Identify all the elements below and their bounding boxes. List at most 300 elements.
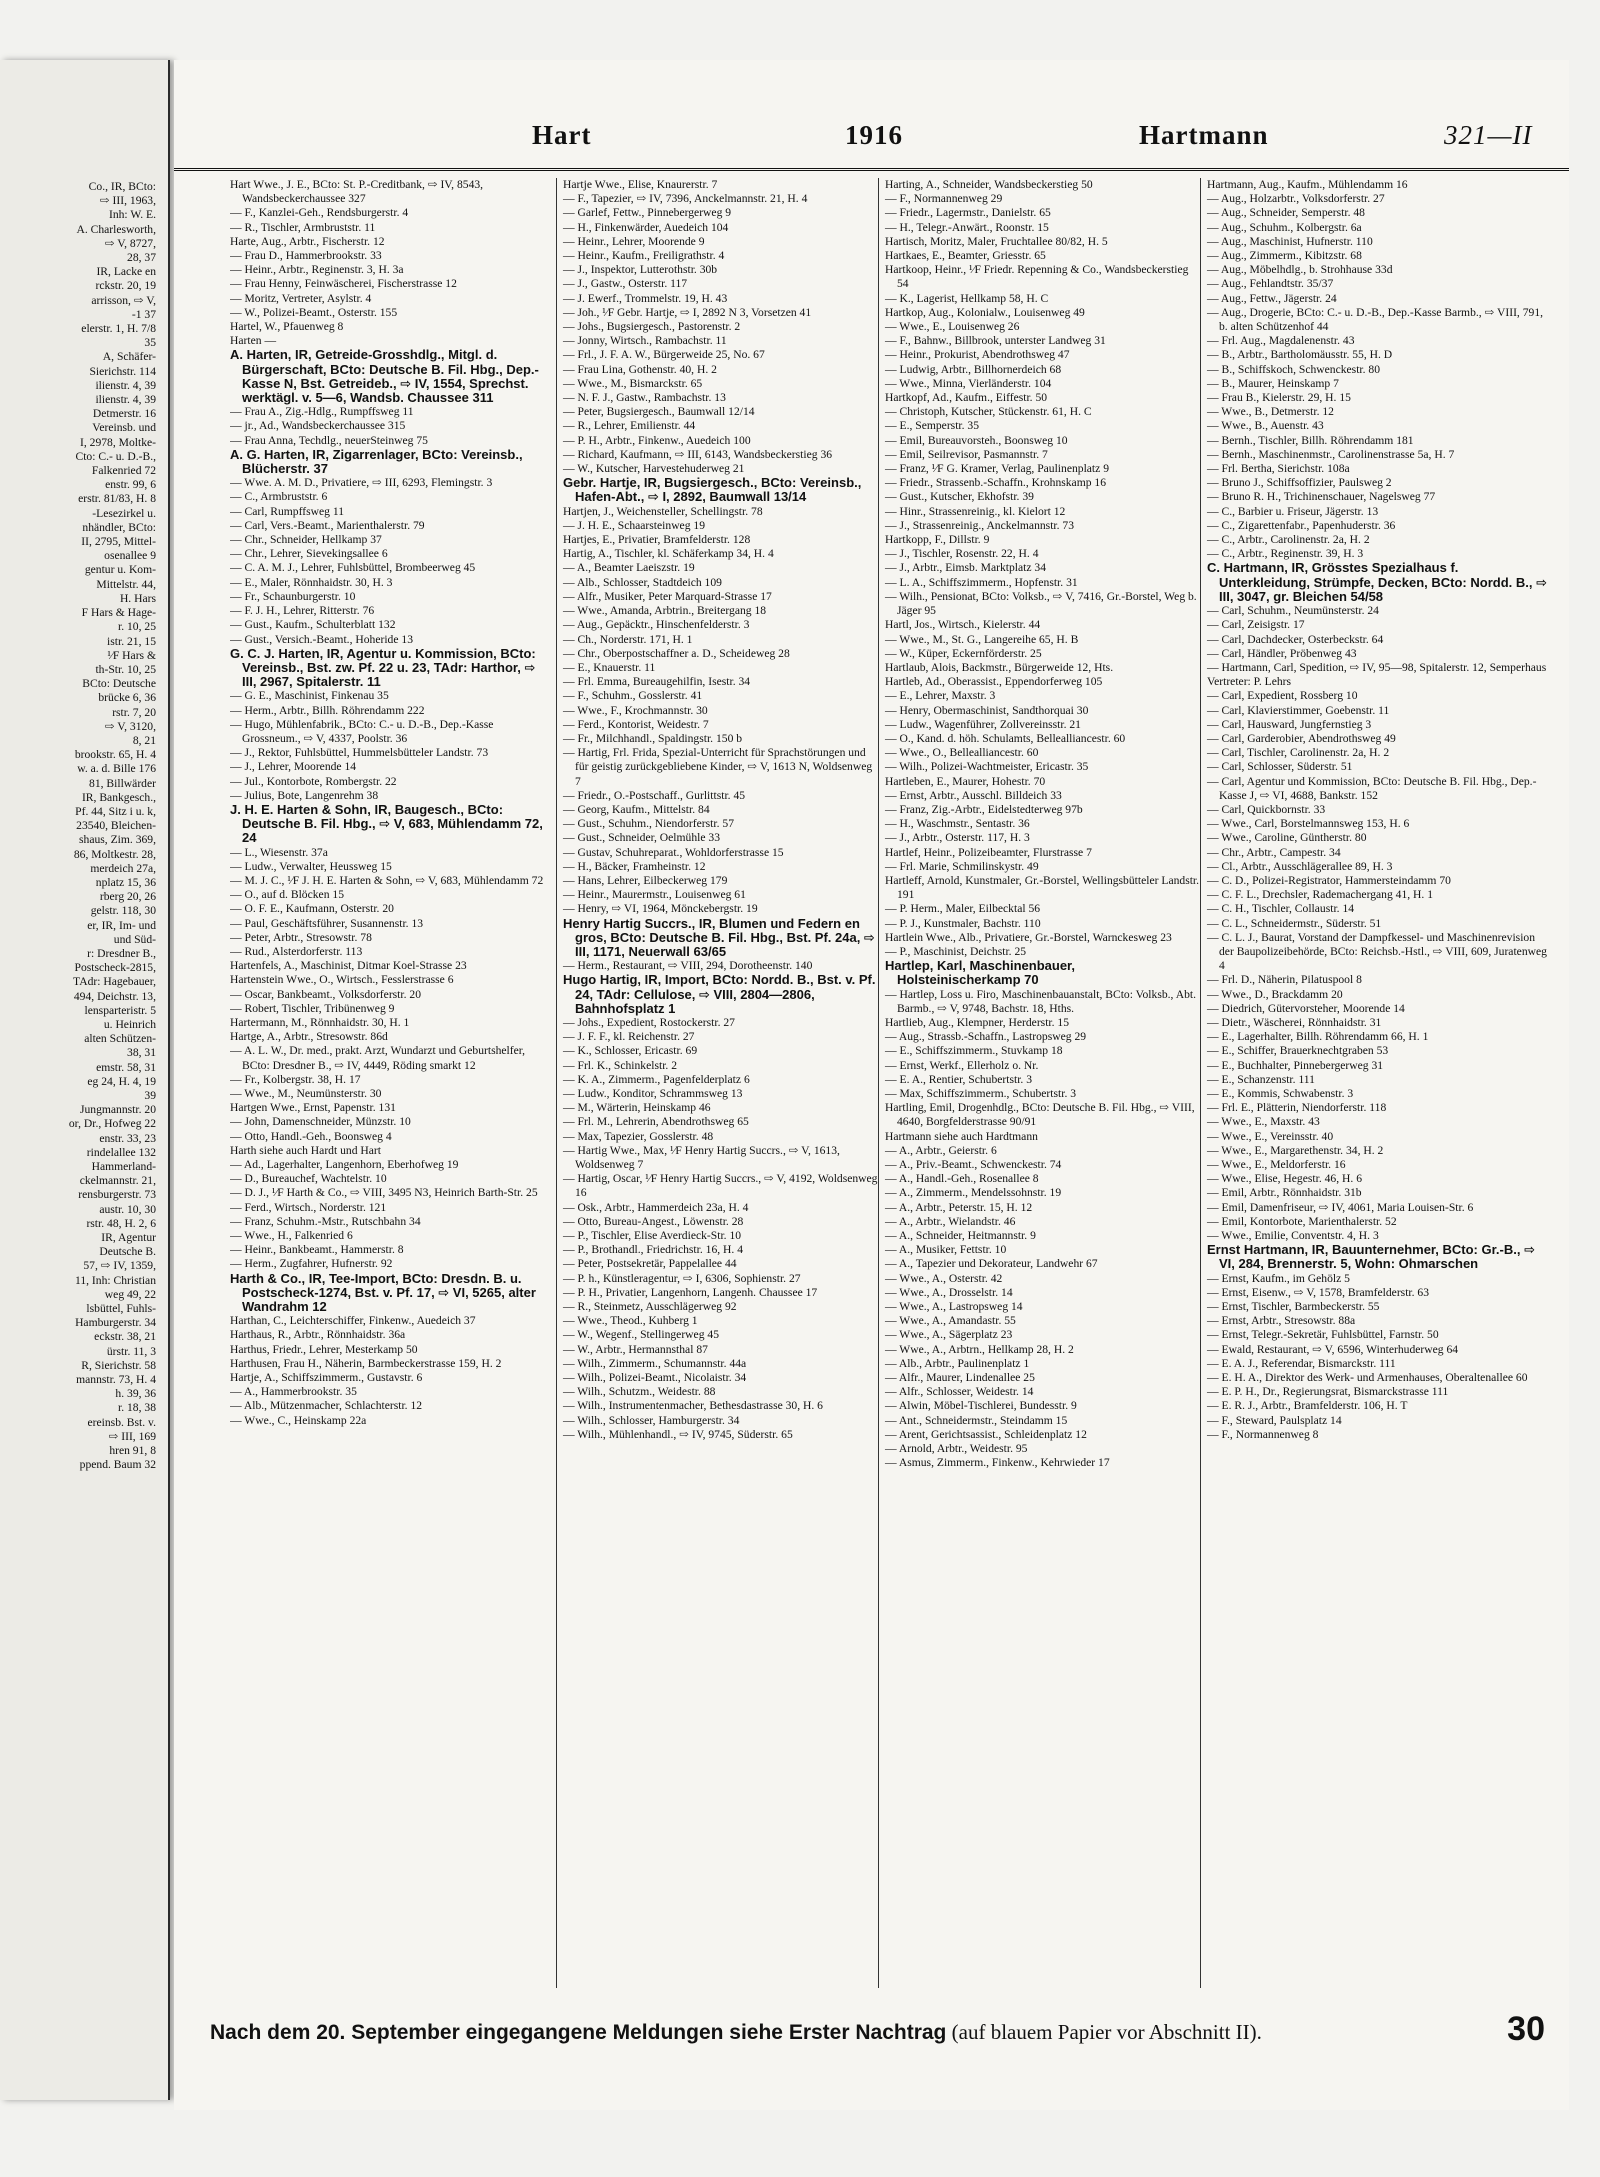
footer-note <box>210 2020 1262 2045</box>
previous-page-fragment: Jungmannstr. 20 <box>79 1103 156 1117</box>
directory-entry: — M., Wärterin, Heinskamp 46 <box>563 1101 711 1115</box>
directory-entry: — Wilh., Polizei-Beamt., Nicolaistr. 34 <box>563 1371 747 1385</box>
previous-page-fragment: Co., IR, BCto: <box>88 180 156 193</box>
directory-entry: — Carl, Klavierstimmer, Goebenstr. 11 <box>1207 703 1390 717</box>
directory-entry: — Wwe., E., Margarethenstr. 34, H. 2 <box>1207 1143 1384 1157</box>
directory-entry: Hartje Wwe., Elise, Knaurerstr. 7 <box>563 178 718 191</box>
directory-entry: — Moritz, Vertreter, Asylstr. 4 <box>230 291 372 305</box>
previous-page-fragment: brookstr. 65, H. 4 <box>74 748 156 762</box>
previous-page-fragment: ⇨ III, 169 <box>108 1429 156 1443</box>
directory-entry: Hartlaub, Alois, Backmstr., Bürgerweide 12, Hts. <box>885 660 1114 674</box>
directory-entry: Hartkopp, F., Dillstr. 9 <box>885 533 990 547</box>
directory-entry: — A., Zimmerm., Mendelssohnstr. 19 <box>885 1186 1062 1200</box>
directory-entry: — Cl., Arbtr., Ausschlägerallee 89, H. 3 <box>1207 859 1393 873</box>
directory-entry: Hartl, Jos., Wirtsch., Kielerstr. 44 <box>885 618 1041 632</box>
directory-entry: — Paul, Geschäftsführer, Susannenstr. 13 <box>230 916 424 930</box>
directory-entry: — Frau Lina, Gothenstr. 40, H. 2 <box>563 362 717 376</box>
directory-entry: — Frau B., Kielerstr. 29, H. 15 <box>1207 391 1351 405</box>
directory-entry: — Bruno R. H., Trichinenschauer, Nagelsweg 77 <box>1207 490 1436 504</box>
directory-entry: — Chr., Lehrer, Sievekingsallee 6 <box>230 547 388 561</box>
previous-page-fragment: gelstr. 118, 30 <box>90 904 156 918</box>
directory-entry: — Ch., Norderstr. 171, H. 1 <box>563 632 693 646</box>
directory-entry: — Hugo, Mühlenfabrik., BCto: C.- u. D.-B., Dep.-Kasse Grossneum., ⇨ V, 4337, Poolstr. 36 <box>230 717 494 745</box>
previous-page-fragment: 23540, Bleichen- <box>76 819 156 833</box>
directory-entry: — Frau D., Hammerbrookstr. 33 <box>230 249 382 263</box>
directory-entry: — Frl., J. F. A. W., Bürgerweide 25, No. 67 <box>563 348 765 362</box>
directory-entry: — Henry, ⇨ VI, 1964, Mönckebergstr. 19 <box>563 902 758 916</box>
directory-entry: — Franz, Schuhm.-Mstr., Rutschbahn 34 <box>230 1214 421 1228</box>
previous-page-fragment: 81, Billwärder <box>89 776 156 790</box>
directory-entry: — Carl, Tischler, Carolinenstr. 2a, H. 2 <box>1207 746 1390 760</box>
previous-page-edge <box>0 60 170 2100</box>
directory-entry: — P. h., Künstleragentur, ⇨ I, 6306, Sophienstr. 27 <box>563 1271 801 1285</box>
previous-page-fragment: alten Schützen- <box>84 1032 156 1046</box>
directory-entry: — H., Finkenwärder, Auedeich 104 <box>563 220 729 234</box>
directory-entry: — Gust., Kutscher, Ekhofstr. 39 <box>885 490 1034 504</box>
directory-entry: — Wwe., A., Lastropsweg 14 <box>885 1300 1023 1314</box>
directory-entry: — Carl, Rumpffsweg 11 <box>230 504 344 518</box>
directory-column-2 <box>556 178 885 1988</box>
previous-page-fragment: ürstr. 11, 3 <box>106 1344 156 1358</box>
directory-entry: — Emil, Kontorbote, Marienthalerstr. 52 <box>1207 1214 1397 1228</box>
directory-entry: — Wwe., O., Bellealliancestr. 60 <box>885 746 1039 760</box>
previous-page-fragment: BCto: Deutsche <box>82 677 156 691</box>
previous-page-fragment: IR, Agentur <box>101 1231 156 1245</box>
directory-entry: Hartjen, J., Weichensteller, Schellingstr. 78 <box>563 504 763 518</box>
directory-entry: — Wwe., M., Neumünsterstr. 30 <box>230 1087 382 1100</box>
previous-page-fragment: rindelallee 132 <box>86 1145 156 1159</box>
previous-page-fragment: ereinsb. Bst. v. <box>87 1415 156 1429</box>
directory-entry: Hartisch, Moritz, Maler, Fruchtallee 80/82, H. 5 <box>885 234 1108 248</box>
directory-entry: — J., Strassenreinig., Anckelmannstr. 73 <box>885 518 1075 532</box>
previous-page-fragment: Cto: C.- u. D.-B., <box>75 449 156 463</box>
previous-page-fragment: Hamburgerstr. 34 <box>75 1316 156 1330</box>
directory-entry: — Wwe., E., Louisenweg 26 <box>885 320 1020 334</box>
directory-entry: — E. H. A., Direktor des Werk- und Armenhauses, Oberaltenallee 60 <box>1207 1371 1528 1385</box>
previous-page-fragment: nplatz 15, 36 <box>95 875 156 889</box>
directory-entry: — O., Kand. d. höh. Schulamts, Bellealliancestr. 60 <box>885 731 1126 745</box>
directory-entry: — F., Schuhm., Gosslerstr. 41 <box>563 689 703 703</box>
directory-entry: — Chr., Oberpostschaffner a. D., Scheideweg 28 <box>563 646 790 660</box>
directory-entry: — Frl. Bertha, Sierichstr. 108a <box>1207 462 1350 476</box>
directory-entry: — Aug., Maschinist, Hufnerstr. 110 <box>1207 234 1373 248</box>
directory-column-4 <box>1200 178 1553 1988</box>
directory-entry: — F., Normannenweg 8 <box>1207 1427 1319 1441</box>
directory-entry: — Carl, Hausward, Jungfernstieg 3 <box>1207 717 1372 731</box>
directory-entry: — D., Bureauchef, Wachtelstr. 10 <box>230 1172 387 1186</box>
directory-entry: — Wwe., A., Arbtrn., Hellkamp 28, H. 2 <box>885 1342 1074 1356</box>
previous-page-fragment: mannstr. 73, H. 4 <box>76 1373 156 1387</box>
previous-page-fragment: lensparteristr. 5 <box>84 1003 156 1017</box>
previous-page-fragment: 35 <box>144 336 156 350</box>
previous-page-fragment: 86, Moltkestr. 28, <box>73 847 156 861</box>
directory-entry: — Hinr., Strassenreinig., kl. Kielort 12 <box>885 504 1066 518</box>
previous-page-fragment: eckstr. 38, 21 <box>94 1330 156 1344</box>
directory-entry: — Frl. D., Näherin, Pilatuspool 8 <box>1207 973 1362 987</box>
directory-entry: — Herm., Arbtr., Billh. Röhrendamm 222 <box>230 703 425 717</box>
directory-entry: Hartjes, E., Privatier, Bramfelderstr. 128 <box>563 533 751 547</box>
previous-page-fragment: osenallee 9 <box>104 549 156 563</box>
directory-entry: — F., Tapezier, ⇨ IV, 7396, Anckelmannstr. 21, H. 4 <box>563 192 808 206</box>
directory-entry: Harthaus, R., Arbtr., Rönnhaidstr. 36a <box>230 1328 406 1342</box>
directory-entry: — K. A., Zimmerm., Pagenfelderplatz 6 <box>563 1072 750 1086</box>
directory-entry: Harting, A., Schneider, Wandsbeckerstieg 50 <box>885 178 1093 191</box>
directory-entry: — Alb., Schlosser, Stadtdeich 109 <box>563 575 722 589</box>
directory-entry: — Aug., Strassb.-Schaffn., Lastropsweg 29 <box>885 1030 1087 1044</box>
directory-entry: — O. F. E., Kaufmann, Osterstr. 20 <box>230 902 394 916</box>
directory-entry: — Alb., Mützenmacher, Schlachterstr. 12 <box>230 1399 423 1413</box>
directory-entry: — J. Ewerf., Trommelstr. 19, H. 43 <box>563 291 728 305</box>
directory-entry: — Heinr., Arbtr., Reginenstr. 3, H. 3a <box>230 263 404 277</box>
previous-page-fragment: IR, Bankgesch., <box>81 790 156 804</box>
directory-entry: — E., Knauerstr. 11 <box>563 660 656 674</box>
previous-page-fragment: austr. 10, 30 <box>99 1202 156 1216</box>
directory-entry: — L. A., Schiffszimmerm., Hopfenstr. 31 <box>885 575 1078 589</box>
directory-entry: — Ludw., Verwalter, Heussweg 15 <box>230 859 392 873</box>
directory-entry: — Peter, Postsekretär, Pappelallee 44 <box>563 1257 737 1271</box>
directory-entry: — Johs., Bugsiergesch., Pastorenstr. 2 <box>563 320 741 334</box>
directory-entry: — C., Armbruststr. 6 <box>230 490 328 504</box>
directory-entry: — A., Schneider, Heitmannstr. 9 <box>885 1229 1036 1243</box>
directory-entry: — Otto, Bureau-Angest., Löwenstr. 28 <box>563 1214 744 1228</box>
directory-entry: — Arent, Gerichtsassist., Schleidenplatz 12 <box>885 1427 1087 1441</box>
directory-entry: — R., Steinmetz, Ausschlägerweg 92 <box>563 1300 737 1314</box>
directory-entry: — Dietr., Wäscherei, Rönnhaidstr. 31 <box>1207 1015 1382 1029</box>
directory-entry: — J. F. F., kl. Reichenstr. 27 <box>563 1030 695 1044</box>
directory-entry: — Aug., Holzarbtr., Volksdorferstr. 27 <box>1207 192 1385 206</box>
directory-column-3 <box>878 178 1207 1988</box>
directory-entry: Hartje, A., Schiffszimmerm., Gustavstr. 6 <box>230 1371 423 1385</box>
directory-entry: Ernst Hartmann, IR, Bauunternehmer, BCto: Gr.-B., ⇨ VI, 284, Brennerstr. 5, Wohn: Ohmarschen <box>1207 1242 1535 1272</box>
directory-entry: — Carl, Vers.-Beamt., Marienthalerstr. 79 <box>230 518 425 532</box>
directory-entry: — C. L. J., Baurat, Vorstand der Dampfkessel- und Maschinenrevision der Baupolizeibehörde, BCto: Reichsb.-Hstl., ⇨ VIII, 609, Juratenweg 4 <box>1207 930 1547 973</box>
directory-entry: — Wwe., A., Osterstr. 42 <box>885 1271 1003 1285</box>
previous-page-fragment: 11, Inh: Christian <box>74 1273 156 1287</box>
directory-entry: — Heinr., Kaufm., Freiligrathstr. 4 <box>563 249 725 263</box>
directory-entry: Harth siehe auch Hardt und Hart <box>230 1143 381 1157</box>
previous-page-fragment: elerstr. 1, H. 7/8 <box>81 322 156 336</box>
directory-entry: — Wwe., E., Meldorferstr. 16 <box>1207 1158 1346 1172</box>
directory-entry: — Wwe., B., Auenstr. 43 <box>1207 419 1324 433</box>
directory-entry: — Max, Tapezier, Gosslerstr. 48 <box>563 1129 714 1143</box>
header-rule <box>174 168 1569 171</box>
directory-entry: — A., Tapezier und Dekorateur, Landwehr 67 <box>885 1257 1098 1271</box>
directory-entry: — Carl, Quickbornstr. 33 <box>1207 802 1326 816</box>
directory-entry: — Heinr., Prokurist, Abendrothsweg 47 <box>885 348 1070 362</box>
directory-entry: — Gustav, Schuhreparat., Wohldorferstrasse 15 <box>563 845 784 859</box>
directory-entry: — Peter, Arbtr., Stresowstr. 78 <box>230 930 372 944</box>
directory-entry: Hartlef, Heinr., Polizeibeamter, Flurstrasse 7 <box>885 845 1092 859</box>
directory-entry: Hartleb, Ad., Oberassist., Eppendorferweg 105 <box>885 675 1103 689</box>
previous-page-fragment: ⇨ III, 1963, <box>99 194 156 208</box>
directory-entry: — W., Wegenf., Stellingerweg 45 <box>563 1328 719 1342</box>
directory-entry: — Joh., ¹⁄F Gebr. Hartje, ⇨ I, 2892 N 3, Vorsetzen 41 <box>563 305 812 319</box>
directory-entry: — Emil, Bureauvorsteh., Boonsweg 10 <box>885 433 1068 447</box>
previous-page-fragment: F Hars & Hage- <box>81 606 156 620</box>
directory-entry: — Frau Anna, Techdlg., neuerSteinweg 75 <box>230 433 428 447</box>
directory-entry: — M. J. C., ¹⁄F J. H. E. Harten & Sohn, ⇨ V, 683, Mühlendamm 72 <box>230 873 544 887</box>
directory-entry: — Henry, Obermaschinist, Sandthorquai 30 <box>885 703 1089 717</box>
previous-page-fragment: rberg 20, 26 <box>99 890 156 904</box>
directory-entry: — A., Priv.-Beamt., Schwenckestr. 74 <box>885 1158 1062 1172</box>
directory-entry: — Friedr., Lagermstr., Danielstr. 65 <box>885 206 1051 220</box>
directory-entry: — Aug., Schneider, Semperstr. 48 <box>1207 206 1365 220</box>
directory-entry: — Wwe., A., Amandastr. 55 <box>885 1314 1016 1328</box>
directory-entry: — J., Arbtr., Osterstr. 117, H. 3 <box>885 831 1030 845</box>
directory-entry: — Frl. Marie, Schmilinskystr. 49 <box>885 859 1039 873</box>
directory-entry: J. H. E. Harten & Sohn, IR, Baugesch., BCto: Deutsche B. Fil. Hbg., ⇨ V, 683, Mühlendamm 72, 24 <box>230 801 543 846</box>
directory-entry: — Fr., Schaunburgerstr. 10 <box>230 589 356 603</box>
directory-entry: — Aug., Schuhm., Kolbergstr. 6a <box>1207 220 1362 234</box>
directory-entry: — A., Hammerbrookstr. 35 <box>230 1385 357 1399</box>
directory-entry: Hartleff, Arnold, Kunstmaler, Gr.-Borstel, Wellingsbütteler Landstr. 191 <box>885 873 1200 902</box>
previous-page-fragment: r. 18, 38 <box>117 1401 156 1415</box>
previous-page-fragment: ckelmannstr. 21, <box>79 1174 156 1188</box>
header-page-number: 321—II <box>1444 120 1533 150</box>
directory-entry: — Wwe., Amanda, Arbtrin., Breitergang 18 <box>563 604 767 618</box>
previous-page-fragment: Mittelstr. 44, <box>96 577 156 591</box>
directory-entry: — J., Arbtr., Eimsb. Marktplatz 34 <box>885 561 1047 575</box>
directory-entry: — Julius, Bote, Langenrehm 38 <box>230 788 379 802</box>
directory-entry: — W., Kutscher, Harvestehuderweg 21 <box>563 462 745 476</box>
directory-entry: Hartig, A., Tischler, kl. Schäferkamp 34, H. 4 <box>563 547 774 561</box>
directory-entry: — Heinr., Bankbeamt., Hammerstr. 8 <box>230 1243 404 1257</box>
directory-entry: — O., auf d. Blöcken 15 <box>230 888 344 902</box>
directory-entry: — Frl. Emma, Bureaugehilfin, Isestr. 34 <box>563 675 751 689</box>
directory-entry: — Chr., Schneider, Hellkamp 37 <box>230 533 382 547</box>
directory-entry: Vertreter: P. Lehrs <box>1207 675 1292 689</box>
header-year: 1916 <box>845 120 903 150</box>
directory-entry: — Chr., Arbtr., Campestr. 34 <box>1207 845 1341 859</box>
previous-page-fragment: R, Sierichstr. 58 <box>81 1358 156 1372</box>
directory-entry: Hartleben, E., Maurer, Hohestr. 70 <box>885 774 1046 788</box>
previous-page-fragment: A, Schäfer- <box>102 350 156 364</box>
directory-entry: Hartlieb, Aug., Klempner, Herderstr. 15 <box>885 1015 1070 1029</box>
directory-entry: — Wwe., C., Heinskamp 22a <box>230 1413 367 1427</box>
previous-page-fragment: hren 91, 8 <box>109 1444 156 1458</box>
directory-entry: Hartlein Wwe., Alb., Privatiere, Gr.-Borstel, Warnckesweg 23 <box>885 930 1172 944</box>
previous-page-fragment: gentur u. Kom- <box>84 563 156 577</box>
directory-entry: — A., Beamter Laeiszstr. 19 <box>563 561 695 575</box>
directory-entry: — F., Steward, Paulsplatz 14 <box>1207 1413 1342 1427</box>
directory-entry: — jr., Ad., Wandsbeckerchaussee 315 <box>230 419 406 433</box>
previous-page-fragment: brücke 6, 36 <box>98 691 156 705</box>
previous-page-fragment: ilienstr. 4, 39 <box>95 393 156 407</box>
previous-page-fragment: IR, Lacke en <box>96 265 156 279</box>
directory-entry: — Oscar, Bankbeamt., Volksdorferstr. 20 <box>230 987 422 1001</box>
directory-entry: — C. D., Polizei-Registrator, Hammersteindamm 70 <box>1207 873 1451 887</box>
directory-entry: — E. A. J., Referendar, Bismarckstr. 111 <box>1207 1356 1396 1370</box>
previous-page-fragment: merdeich 27a, <box>90 861 156 875</box>
directory-entry: — Friedr., Strassenb.-Schaffn., Krohnskamp 16 <box>885 476 1107 490</box>
directory-entry: — C., Arbtr., Reginenstr. 39, H. 3 <box>1207 547 1364 561</box>
directory-entry: — C., Arbtr., Carolinenstr. 2a, H. 2 <box>1207 533 1370 547</box>
directory-entry: — R., Lehrer, Emilienstr. 44 <box>563 419 696 433</box>
directory-entry: Harte, Aug., Arbtr., Fischerstr. 12 <box>230 234 385 248</box>
directory-entry: — Gust., Schuhm., Niendorferstr. 57 <box>563 817 734 831</box>
previous-page-fragment: Deutsche B. <box>99 1245 156 1259</box>
previous-page-fragment: Pf. 44, Sitz i u. k, <box>75 804 156 818</box>
directory-entry: — Ernst, Werkf., Ellerholz o. Nr. <box>885 1058 1039 1072</box>
directory-entry: — Wwe., M., Bismarckstr. 65 <box>563 376 703 390</box>
directory-entry: — B., Maurer, Heinskamp 7 <box>1207 376 1339 390</box>
directory-page <box>174 60 1569 2110</box>
directory-entry: — Wwe., F., Krochmannstr. 30 <box>563 703 708 717</box>
directory-entry: — W., Küper, Eckernförderstr. 25 <box>885 646 1042 660</box>
directory-entry: — Arnold, Arbtr., Weidestr. 95 <box>885 1442 1028 1456</box>
directory-entry: — Carl, Zeisigstr. 17 <box>1207 618 1305 632</box>
directory-entry: — J. H. E., Schaarsteinweg 19 <box>563 518 705 532</box>
directory-entry: — Max, Schiffszimmerm., Schubertstr. 3 <box>885 1087 1077 1100</box>
directory-entry: — P. Herm., Maler, Eilbecktal 56 <box>885 902 1041 916</box>
directory-entry: — Aug., Zimmerm., Kibitzstr. 68 <box>1207 249 1362 263</box>
directory-entry: Hart Wwe., J. E., BCto: St. P.-Creditbank, ⇨ IV, 8543, Wandsbeckerchaussee 327 <box>230 178 484 206</box>
previous-page-fragment: Inh: W. E. <box>108 208 156 222</box>
page-header <box>174 120 1569 160</box>
directory-entry: — Jonny, Wirtsch., Rambachstr. 11 <box>563 334 727 348</box>
directory-entry: — Heinr., Maurermstr., Louisenweg 61 <box>563 888 746 902</box>
previous-page-fragment: -1 37 <box>131 307 156 321</box>
footer-note-bold: Nach dem 20. September eingegangene Meldungen siehe Erster Nachtrag <box>210 2021 947 2044</box>
directory-entry: C. Hartmann, IR, Grösstes Spezialhaus f. Unterkleidung, Strümpfe, Decken, BCto: Nordd. B., ⇨ III, 3047, gr. Bleichen 54/58 <box>1207 560 1547 604</box>
footer-page-number: 30 <box>1507 2010 1545 2048</box>
previous-page-fragment: Sierichstr. 114 <box>89 364 156 378</box>
directory-entry: — Wilh., Pensionat, BCto: Volksb., ⇨ V, 7416, Gr.-Borstel, Weg b. Jäger 95 <box>885 589 1197 618</box>
previous-page-fragment: arrisson, ⇨ V, <box>91 293 156 307</box>
directory-entry: — Hartmann, Carl, Spedition, ⇨ IV, 95—98, Spitalerstr. 12, Semperhaus <box>1207 660 1547 674</box>
directory-entry: — E. P. H., Dr., Regierungsrat, Bismarckstrasse 111 <box>1207 1385 1449 1399</box>
directory-entry: — J., Inspektor, Lutterothstr. 30b <box>563 263 718 277</box>
directory-entry: — Carl, Schuhm., Neumünsterstr. 24 <box>1207 604 1379 618</box>
previous-page-fragment: erstr. 81/83, H. 8 <box>78 492 156 506</box>
directory-entry: — W., Arbtr., Hermannsthal 87 <box>563 1342 708 1356</box>
directory-entry: — A., Arbtr., Geierstr. 6 <box>885 1143 997 1157</box>
previous-page-fragment: Postscheck-2815, <box>74 961 156 975</box>
directory-entry: — Frl. Aug., Magdalenenstr. 43 <box>1207 334 1355 348</box>
directory-entry: — P. H., Privatier, Langenhorn, Langenh. Chaussee 17 <box>563 1285 818 1299</box>
directory-entry: — E., Maler, Rönnhaidstr. 30, H. 3 <box>230 575 393 589</box>
directory-entry: Harten — <box>230 334 277 348</box>
directory-entry: — K., Lagerist, Hellkamp 58, H. C <box>885 291 1049 305</box>
directory-entry: — John, Damenschneider, Münzstr. 10 <box>230 1115 411 1129</box>
directory-entry: — Wilh., Polizei-Wachtmeister, Ericastr. 35 <box>885 760 1089 774</box>
directory-entry: — C. L., Schneidermstr., Süderstr. 51 <box>1207 916 1382 930</box>
directory-entry: — Wwe., A., Drosselstr. 14 <box>885 1285 1013 1299</box>
directory-entry: Hartlep, Karl, Maschinenbauer, Holsteinischerkamp 70 <box>885 958 1076 988</box>
directory-entry: — E., Buchhalter, Pinnebergerweg 31 <box>1207 1058 1384 1072</box>
directory-entry: — Wwe., B., Detmerstr. 12 <box>1207 405 1334 419</box>
directory-entry: — Fr., Milchhandl., Spaldingstr. 150 b <box>563 731 743 745</box>
directory-entry: — E., Lagerhalter, Billh. Röhrendamm 66, H. 1 <box>1207 1030 1429 1044</box>
directory-entry: — Wwe., Caroline, Güntherstr. 80 <box>1207 831 1367 845</box>
previous-page-fragment: emstr. 58, 31 <box>96 1060 156 1074</box>
directory-entry: — B., Arbtr., Bartholomäusstr. 55, H. D <box>1207 348 1393 362</box>
directory-entry: — E., Semperstr. 35 <box>885 419 980 433</box>
previous-page-fragment: rensburgerstr. 73 <box>78 1188 156 1202</box>
directory-entry: Hartermann, M., Rönnhaidstr. 30, H. 1 <box>230 1015 410 1029</box>
directory-entry: — F., Kanzlei-Geh., Rendsburgerstr. 4 <box>230 206 409 220</box>
directory-entry: — C. A. M. J., Lehrer, Fuhlsbüttel, Brombeerweg 45 <box>230 561 476 575</box>
directory-entry: — E., Schanzenstr. 111 <box>1207 1072 1315 1086</box>
directory-columns <box>174 178 1569 1988</box>
directory-entry: — Wwe., A., Sägerplatz 23 <box>885 1328 1013 1342</box>
directory-entry: — E., Schiffszimmerm., Stuvkamp 18 <box>885 1044 1063 1058</box>
directory-entry: — Bernh., Maschinenmstr., Carolinenstrasse 5a, H. 7 <box>1207 447 1455 461</box>
previous-page-fragment: h. 39, 36 <box>115 1387 156 1401</box>
directory-entry: — Herm., Zugfahrer, Hufnerstr. 92 <box>230 1257 393 1271</box>
directory-entry: — A., Arbtr., Peterstr. 15, H. 12 <box>885 1200 1033 1214</box>
directory-entry: — Ernst, Tischler, Barmbeckerstr. 55 <box>1207 1300 1380 1314</box>
directory-entry: — Rud., Alsterdorferstr. 113 <box>230 944 363 958</box>
directory-entry: — Hartig, Oscar, ¹⁄F Henry Hartig Succrs., ⇨ V, 4192, Woldsenweg 16 <box>563 1172 878 1200</box>
previous-page-fragment: ppend. Baum 32 <box>79 1458 156 1472</box>
directory-entry: — Hartig Wwe., Max, ¹⁄F Henry Hartig Succrs., ⇨ V, 1613, Woldsenweg 7 <box>563 1143 840 1172</box>
directory-entry: — L., Wiesenstr. 37a <box>230 845 328 859</box>
directory-entry: — E., Lehrer, Maxstr. 3 <box>885 689 996 703</box>
directory-entry: Gebr. Hartje, IR, Bugsiergesch., BCto: Vereinsb., Hafen-Abt., ⇨ I, 2892, Baumwall 13/14 <box>563 475 862 505</box>
directory-entry: — Ferd., Wirtsch., Norderstr. 121 <box>230 1200 387 1214</box>
directory-entry: — J., Lehrer, Moorende 14 <box>230 760 357 774</box>
directory-entry: — R., Tischler, Armbruststr. 11 <box>230 220 376 234</box>
directory-entry: — Ernst, Arbtr., Stresowstr. 88a <box>1207 1314 1356 1328</box>
directory-entry: — E., Kommis, Schwabenstr. 3 <box>1207 1087 1354 1100</box>
directory-entry: — J., Tischler, Rosenstr. 22, H. 4 <box>885 547 1039 561</box>
previous-page-fragment: 38, 31 <box>127 1046 156 1060</box>
directory-entry: — Wilh., Zimmerm., Schumannstr. 44a <box>563 1356 747 1370</box>
directory-entry: — Georg, Kaufm., Mittelstr. 84 <box>563 802 710 816</box>
directory-entry: — W., Polizei-Beamt., Osterstr. 155 <box>230 305 398 319</box>
directory-entry: — J., Rektor, Fuhlsbüttel, Hummelsbütteler Landstr. 73 <box>230 746 489 760</box>
directory-entry: — Ferd., Kontorist, Weidestr. 7 <box>563 717 709 731</box>
directory-entry: — Asmus, Zimmerm., Finkenw., Kehrwieder 17 <box>885 1456 1110 1470</box>
previous-page-fragment: ilienstr. 4, 39 <box>95 378 156 392</box>
previous-page-fragment: shaus, Zim. 369, <box>79 833 156 847</box>
directory-entry: — Bernh., Tischler, Billh. Röhrendamm 181 <box>1207 433 1414 447</box>
footer-note-normal: (auf blauem Papier vor Abschnitt II). <box>951 2020 1262 2044</box>
directory-entry: — Ernst, Kaufm., im Gehölz 5 <box>1207 1271 1350 1285</box>
directory-entry: — Alfr., Schlosser, Weidestr. 14 <box>885 1385 1034 1399</box>
directory-entry: — Otto, Handl.-Geh., Boonsweg 4 <box>230 1129 392 1143</box>
directory-entry: — J., Gastw., Osterstr. 117 <box>563 277 688 291</box>
directory-entry: — Wilh., Schlosser, Hamburgerstr. 34 <box>563 1413 740 1427</box>
previous-page-fragment: or, Dr., Hofweg 22 <box>68 1117 156 1131</box>
directory-entry: — Hartlep, Loss u. Firo, Maschinenbauanstalt, BCto: Volksb., Abt. Barmb., ⇨ V, 9748, Bachstr. 18, Hths. <box>885 987 1196 1015</box>
directory-entry: — P. H., Arbtr., Finkenw., Auedeich 100 <box>563 433 751 447</box>
directory-entry: — Ant., Schneidermstr., Steindamm 15 <box>885 1413 1068 1427</box>
directory-entry: — E. A., Rentier, Schubertstr. 3 <box>885 1072 1033 1086</box>
directory-entry: — Jul., Kontorbote, Rombergstr. 22 <box>230 774 397 788</box>
directory-entry: — Aug., Fehlandtstr. 35/37 <box>1207 277 1334 291</box>
previous-page-fragment: ¹⁄F Hars & <box>107 648 156 662</box>
directory-entry: — Ernst, Eisenw., ⇨ V, 1578, Bramfelderstr. 63 <box>1207 1285 1430 1299</box>
previous-page-fragment: und Süd- <box>113 932 156 946</box>
previous-page-fragment: Falkenried 72 <box>91 464 156 478</box>
directory-entry: — Carl, Schlosser, Süderstr. 51 <box>1207 760 1353 774</box>
directory-entry: — Herm., Restaurant, ⇨ VIII, 294, Dorotheenstr. 140 <box>563 959 813 973</box>
directory-entry: — Wwe., Theod., Kuhberg 1 <box>563 1314 698 1328</box>
directory-entry: — Wwe., Emilie, Conventstr. 4, H. 3 <box>1207 1229 1379 1243</box>
directory-entry: — Frau A., Zig.-Hdlg., Rumpffsweg 11 <box>230 405 414 419</box>
directory-entry: — Franz, ¹⁄F G. Kramer, Verlag, Paulinenplatz 9 <box>885 462 1109 476</box>
directory-entry: Henry Hartig Succrs., IR, Blumen und Federn en gros, BCto: Deutsche B. Fil. Hbg., Bst. Pf. 24a, ⇨ III, 1171, Neuerwall 63/65 <box>563 915 875 959</box>
directory-entry: — Ernst, Telegr.-Sekretär, Fuhlsbüttel, Farnstr. 50 <box>1207 1328 1439 1342</box>
directory-entry: — Bruno J., Schiffsoffizier, Paulsweg 2 <box>1207 476 1392 490</box>
directory-entry: — E. R. J., Arbtr., Bramfelderstr. 106, H. T <box>1207 1399 1408 1413</box>
directory-entry: — C. H., Tischler, Collaustr. 14 <box>1207 902 1355 916</box>
directory-entry: — Osk., Arbtr., Hammerdeich 23a, H. 4 <box>563 1200 749 1214</box>
directory-entry: — Garlef, Fettw., Pinnebergerweg 9 <box>563 206 732 220</box>
directory-entry: — Wilh., Mühlenhandl., ⇨ IV, 9745, Süderstr. 65 <box>563 1427 793 1441</box>
